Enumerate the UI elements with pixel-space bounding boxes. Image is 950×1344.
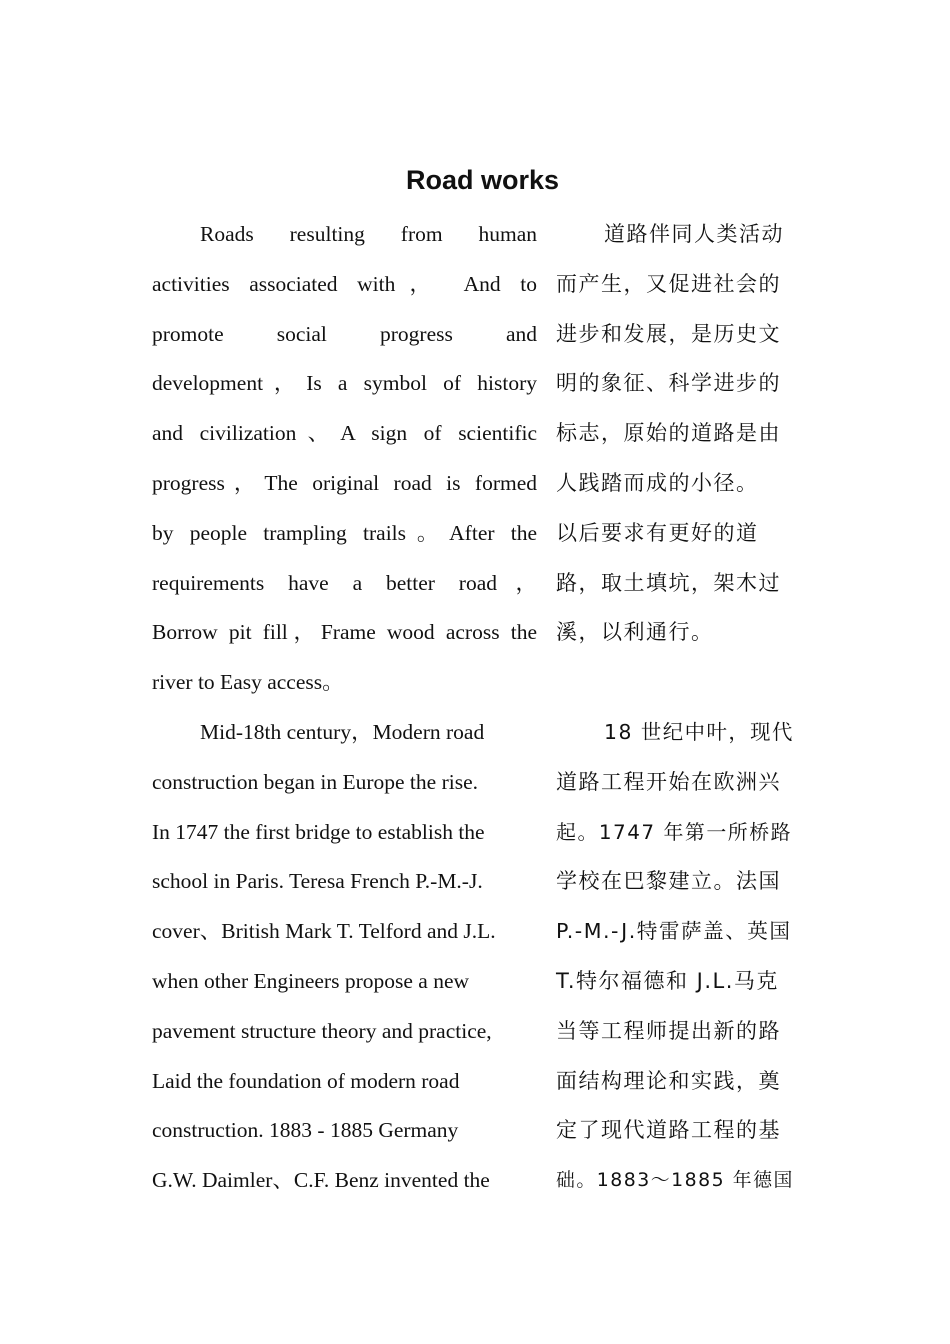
text-line: pavement structure theory and practice, [152, 1018, 492, 1043]
text-line: Mid-18th century，Modern road [200, 719, 485, 744]
text-line: and civilization、A sign of scientific [152, 421, 537, 446]
text-line: progress，The original road is formed [152, 470, 537, 495]
text-line: 人践踏而成的小径。 [556, 470, 759, 495]
text-line: 础。1883～1885 年德国 [556, 1169, 794, 1192]
text-line: Roads resulting from human [200, 222, 537, 246]
text-line: cover、British Mark T. Telford and J.L. [152, 919, 496, 944]
page-title: Road works [405, 165, 560, 195]
text-line: 道路伴同人类活动 [604, 222, 784, 246]
text-line: 道路工程开始在欧洲兴 [556, 769, 781, 794]
text-line: 溪，以利通行。 [556, 620, 714, 645]
text-line: T.特尔福德和 J.L.马克 [556, 968, 779, 993]
english-paragraph [152, 708, 537, 1206]
text-line: by people trampling trails。After the [152, 520, 537, 545]
text-line: when other Engineers propose a new [152, 968, 470, 993]
bilingual-text [152, 210, 794, 1206]
text-line: construction began in Europe the rise. [152, 769, 478, 794]
text-line: construction. 1883 - 1885 Germany [152, 1118, 459, 1143]
text-line: school in Paris. Teresa French P.-M.-J. [152, 869, 483, 894]
chinese-paragraph [556, 708, 794, 1206]
text-line: 明的象征、科学进步的 [556, 371, 781, 396]
text-line: 面结构理论和实践，奠 [556, 1068, 781, 1093]
text-line: G.W. Daimler、C.F. Benz invented the [152, 1168, 490, 1193]
section-road-origins [152, 210, 794, 708]
text-line: 学校在巴黎建立。法国 [556, 869, 781, 894]
text-line: 以后要求有更好的道 [556, 520, 759, 545]
text-line: 标志，原始的道路是由 [556, 421, 781, 446]
text-line: In 1747 the first bridge to establish the [152, 819, 485, 844]
text-line: 18 世纪中叶，现代 [604, 719, 794, 744]
text-line: 当等工程师提出新的路 [556, 1018, 781, 1043]
text-line: requirements have a better road， [152, 570, 537, 595]
text-line: 路，取土填坑，架木过 [556, 570, 781, 595]
text-line: activities associated with， And to [152, 271, 537, 296]
text-line: river to Easy access。 [152, 670, 344, 695]
text-line: Laid the foundation of modern road [152, 1068, 460, 1093]
text-line: 而产生，又促进社会的 [556, 271, 781, 296]
text-line: 定了现代道路工程的基 [556, 1118, 781, 1143]
text-line: Borrow pit fill，Frame wood across the [152, 620, 537, 645]
text-line: P.-M.-J.特雷萨盖、英国 [556, 919, 792, 944]
text-line: promote social progress and [152, 321, 537, 346]
text-line: 起。1747 年第一所桥路 [556, 819, 793, 844]
text-line: development，Is a symbol of history [152, 371, 537, 396]
section-modern-roads [152, 708, 794, 1206]
chinese-paragraph [556, 210, 794, 708]
text-line: 进步和发展，是历史文 [556, 321, 781, 346]
english-paragraph [152, 210, 537, 708]
